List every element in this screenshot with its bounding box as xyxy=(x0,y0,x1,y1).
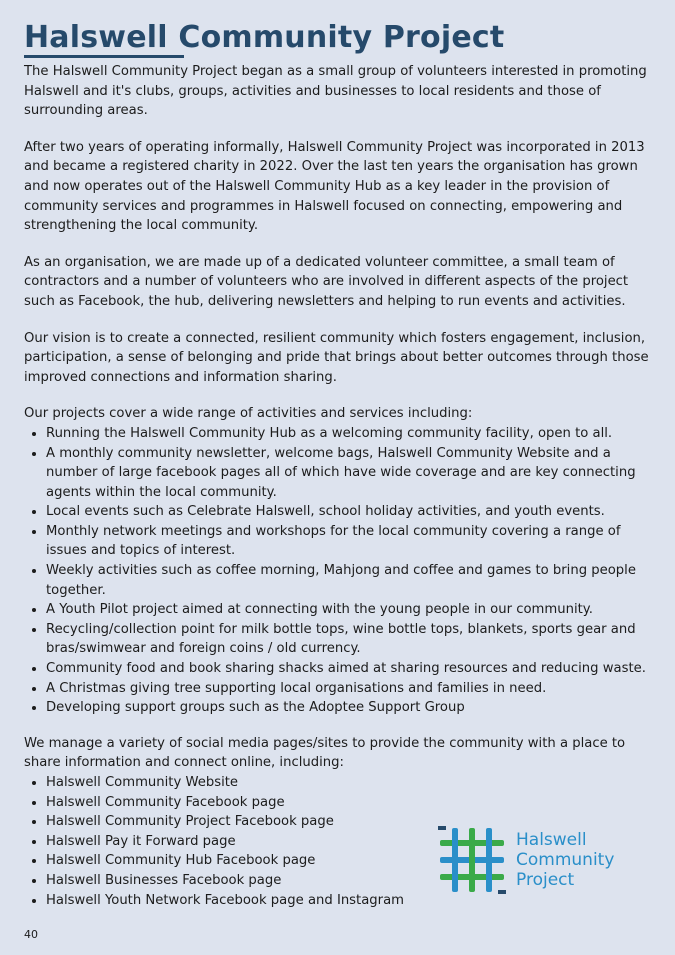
logo-line-2: Community xyxy=(516,850,615,870)
woven-hash-logo-icon xyxy=(438,826,506,894)
list-item: • Halswell Community Project Facebook page xyxy=(46,812,649,832)
list-item: • A monthly community newsletter, welcome bags, Halswell Community Website and a number of large facebook pages all of which have wide coverage and are key connecting agents within the local community. xyxy=(46,444,649,503)
history-paragraph: After two years of operating informally, Halswell Community Project was incorporated in 2013 and became a registered charity in 2022. Over the last ten years the organisation has grown and now operates out of the Halswell Community Hub as a key leader in the provision of community services and programmes in Halswell focused on connecting, empowering and strengthening the local community. xyxy=(24,139,645,234)
list-item: • A Youth Pilot project aimed at connecting with the young people in our community. xyxy=(46,600,649,620)
list-item: • Recycling/collection point for milk bottle tops, wine bottle tops, blankets, sports gear and bras/swimwear and foreign coins / old currency. xyxy=(46,620,649,659)
list-item: • Halswell Community Website xyxy=(46,773,649,793)
list-item: • Halswell Youth Network Facebook page and Instagram xyxy=(46,891,649,911)
list-item: • Local events such as Celebrate Halswell, school holiday activities, and youth events. xyxy=(46,502,649,522)
halswell-logo xyxy=(438,824,648,896)
organisation-paragraph: As an organisation, we are made up of a dedicated volunteer committee, a small team of contractors and a number of volunteers who are involved in different aspects of the project such as Facebook, the hub, delivering newsletters and helping to run events and activities. xyxy=(24,254,629,309)
page-title-wrap xyxy=(24,14,504,62)
list-item: • Weekly activities such as coffee morning, Mahjong and coffee and games to bring people together. xyxy=(46,561,649,600)
page-title: Halswell Community Project xyxy=(24,20,505,55)
list-item: • Halswell Businesses Facebook page xyxy=(46,871,649,891)
list-item: • Running the Halswell Community Hub as a welcoming community facility, open to all. xyxy=(46,424,649,444)
page-number: 40 xyxy=(24,928,38,941)
vision-paragraph: Our vision is to create a connected, resilient community which fosters engagement, inclusion, participation, a sense of belonging and pride that brings about better outcomes through those improved connections and information sharing. xyxy=(24,330,649,385)
logo-wordmark xyxy=(516,830,614,890)
logo-line-3: Project xyxy=(516,870,575,890)
projects-intro: Our projects cover a wide range of activities and services including: xyxy=(24,406,473,422)
list-item: • Developing support groups such as the Adoptee Support Group xyxy=(46,698,649,718)
list-item: • Halswell Community Facebook page xyxy=(46,793,649,813)
projects-list xyxy=(24,424,649,718)
list-item: • Monthly network meetings and workshops for the local community covering a range of issues and topics of interest. xyxy=(46,522,649,561)
list-item: • Community food and book sharing shacks aimed at sharing resources and reducing waste. xyxy=(46,659,649,679)
logo-line-1: Halswell xyxy=(516,830,587,850)
social-intro: We manage a variety of social media pages/sites to provide the community with a place to share information and connect online, including: xyxy=(24,735,626,771)
list-item: • Halswell Pay it Forward page xyxy=(46,832,649,852)
list-item: • Halswell Community Hub Facebook page xyxy=(46,851,649,871)
title-underline xyxy=(24,55,184,58)
intro-paragraph: The Halswell Community Project began as a small group of volunteers interested in promoting Halswell and it's clubs, groups, activities and businesses to local residents and those of surrounding areas. xyxy=(24,64,647,119)
list-item: • A Christmas giving tree supporting local organisations and families in need. xyxy=(46,679,649,699)
